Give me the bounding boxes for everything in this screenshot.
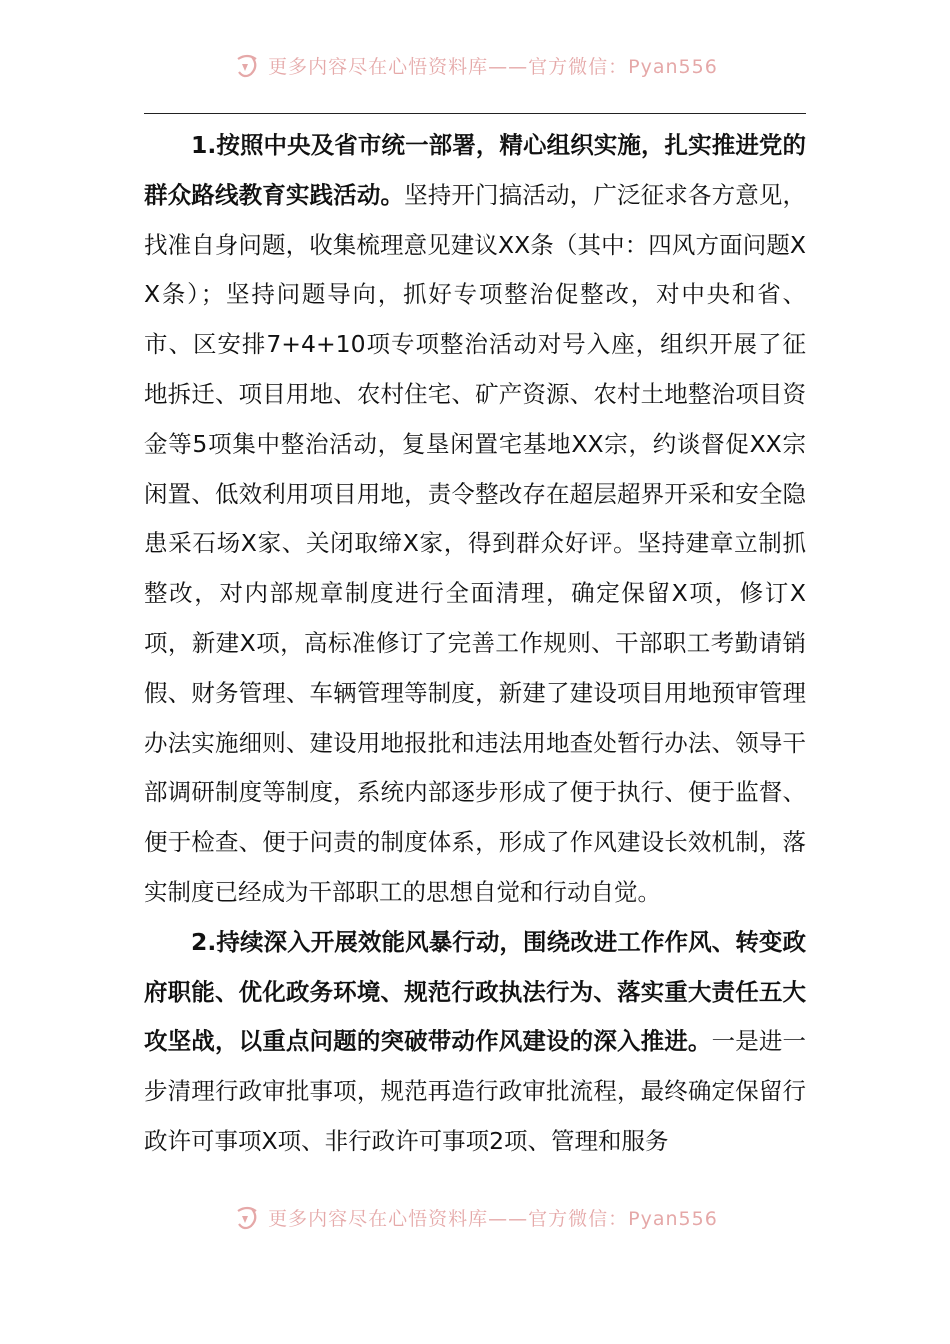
watermark-text: 更多内容尽在心悟资料库——官方微信：Pyan556 [268,1207,718,1230]
paragraph-1-lead: 1.按照中央及省市统一部署，精心组织实施，扎实推进党的群众路线教育实践活动。 [144,131,806,209]
header-watermark [0,50,950,84]
header-divider [144,113,806,114]
footer-watermark [0,1202,950,1236]
logo-swirl-icon [232,1202,262,1232]
logo-swirl-icon [232,50,262,80]
paragraph-2 [144,918,806,1167]
paragraph-1-body: 坚持开门搞活动，广泛征求各方意见，找准自身问题，收集梳理意见建议XX条（其中：四风方面问题XX条）；坚持问题导向，抓好专项整治促整改，对中央和省、市、区安排7+4+10项专项整治活动对号入座，组织开展了征地拆迁、项目用地、农村住宅、矿产资源、农村土地整治项目资金等5项集中整治活动，复垦闲置宅基地XX宗，约谈督促XX宗闲置、低效利用项目用地，责令整改存在超层超界开采和安全隐患采石场X家、关闭取缔X家，得到群众好评。坚持建章立制抓整改，对内部规章制度进行全面清理，确定保留X项，修订X项，新建X项，高标准修订了完善工作规则、干部职工考勤请销假、财务管理、车辆管理等制度，新建了建设项目用地预审管理办法实施细则、建设用地报批和违法用地查处暂行办法、领导干部调研制度等制度，系统内部逐步形成了便于执行、便于监督、便于检查、便于问责的制度体系，形成了作风建设长效机制，落实制度已经成为干部职工的思想自觉和行动自觉。 [144,180,807,906]
paragraph-2-lead: 2.持续深入开展效能风暴行动，围绕改进工作作风、转变政府职能、优化政务环境、规范行政执法行为、落实重大责任五大攻坚战，以重点问题的突破带动作风建设的深入推进。 [144,927,806,1056]
paragraph-2-body: 一是进一步清理行政审批事项，规范再造行政审批流程，最终确定保留行政许可事项X项、非行政许可事项2项、管理和服务 [144,1027,807,1155]
paragraph-1 [144,121,806,918]
watermark-text: 更多内容尽在心悟资料库——官方微信：Pyan556 [268,55,718,78]
document-body [144,121,806,1167]
